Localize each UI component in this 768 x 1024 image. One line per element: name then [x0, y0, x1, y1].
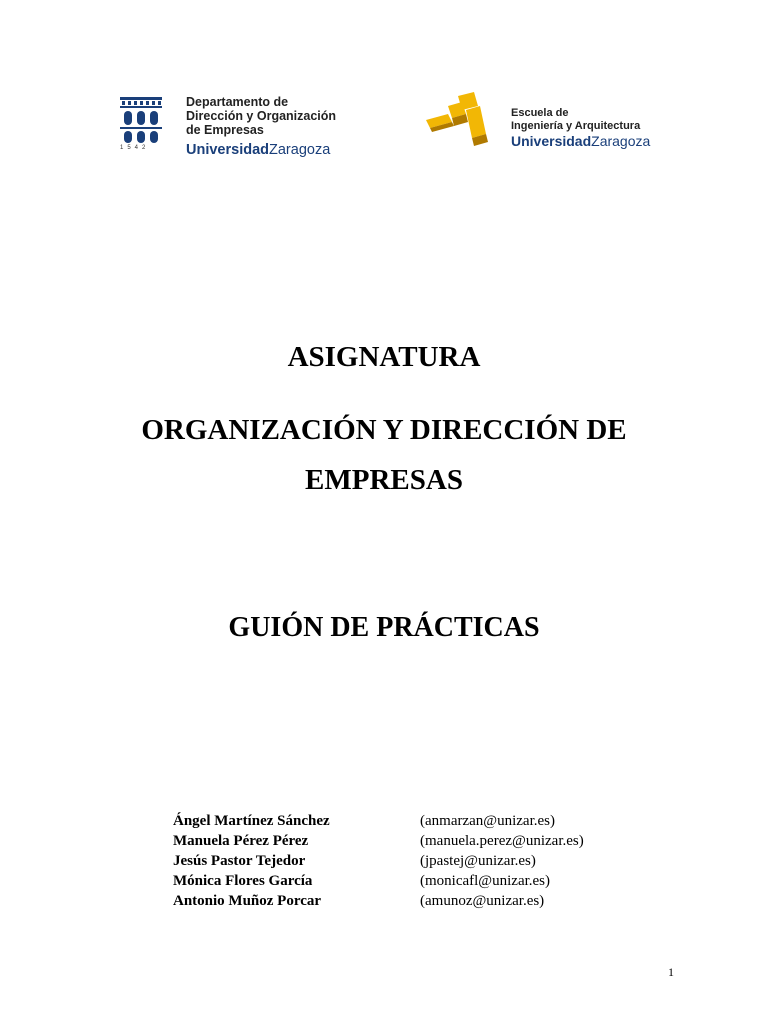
- author-name: Mónica Flores García: [173, 873, 313, 889]
- author-email: (amunoz@unizar.es): [420, 893, 545, 909]
- author-email: (anmarzan@unizar.es): [420, 813, 555, 829]
- author-row: [173, 811, 653, 831]
- author-name: Manuela Pérez Pérez: [173, 833, 309, 849]
- department-name: Departamento de Dirección y Organización de Empresas: [186, 95, 337, 137]
- department-logo: [110, 92, 370, 162]
- author-name: Jesús Pastor Tejedor: [173, 853, 306, 869]
- university-emblem-icon: [116, 94, 166, 144]
- eina-stairs-icon: [422, 92, 492, 148]
- author-row: [173, 831, 653, 851]
- author-name: Ángel Martínez Sánchez: [173, 813, 330, 829]
- page-number: 1: [668, 965, 674, 979]
- author-row: [173, 851, 653, 871]
- subject-title-line1: ORGANIZACIÓN Y DIRECCIÓN DE: [141, 414, 627, 446]
- university-name: UniversidadZaragoza: [186, 142, 331, 158]
- school-logo: [422, 92, 662, 152]
- document-type: GUIÓN DE PRÁCTICAS: [228, 612, 540, 643]
- author-name: Antonio Muñoz Porcar: [173, 893, 322, 909]
- subject-title-line2: EMPRESAS: [305, 464, 463, 496]
- founding-year: 1542: [120, 145, 150, 151]
- author-email: (jpastej@unizar.es): [420, 853, 536, 869]
- author-row: [173, 871, 653, 891]
- heading-asignatura: ASIGNATURA: [287, 341, 481, 373]
- authors-list: [173, 811, 653, 911]
- author-row: [173, 891, 653, 911]
- author-email: (manuela.perez@unizar.es): [420, 833, 584, 849]
- school-name: Escuela de Ingeniería y Arquitectura: [511, 107, 641, 132]
- university-name-right: UniversidadZaragoza: [511, 133, 651, 149]
- author-email: (monicafl@unizar.es): [420, 873, 551, 889]
